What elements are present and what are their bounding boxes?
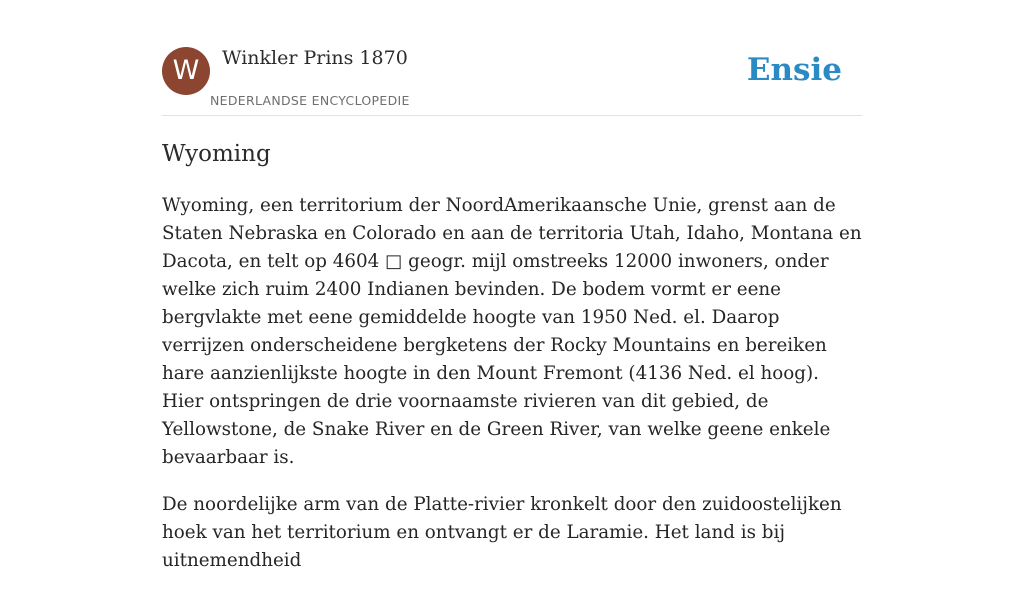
article-title: Wyoming	[162, 141, 271, 167]
source-avatar[interactable]: W	[162, 47, 210, 95]
article-paragraph: Wyoming, een territorium der NoordAmerikaansche Unie, grenst aan de Staten Nebraska en Colorado en aan de territoria Utah, Idaho, Montana en Dacota, en telt op 4604 □ geogr. mijl omstreeks 12000 inwoners, onder welke zich ruim 2400 Indianen bevinden. De bodem vormt er eene bergvlakte met eene gemiddelde hoogte van 1950 Ned. el. Daarop verrijzen onderscheidene bergketens der Rocky Mountains en bereiken hare aanzienlijkste hoogte in den Mount Fremont (4136 Ned. el hoog). Hier ontspringen de drie voornaamste rivieren van dit gebied, de Yellowstone, de Snake River en de Green River, van welke geene enkele bevaarbaar is.	[162, 195, 862, 468]
header	[162, 46, 862, 116]
source-title[interactable]: Winkler Prins 1870	[222, 47, 408, 69]
source-subtitle: NEDERLANDSE ENCYCLOPEDIE	[210, 93, 410, 108]
ensie-logo[interactable]: Ensie	[746, 52, 842, 88]
article-body	[162, 192, 862, 594]
article-paragraph: De noordelijke arm van de Platte-rivier kronkelt door den zuidoostelijken hoek van het territorium en ontvangt er de Laramie. Het land is bij uitnemendheid	[162, 494, 842, 571]
